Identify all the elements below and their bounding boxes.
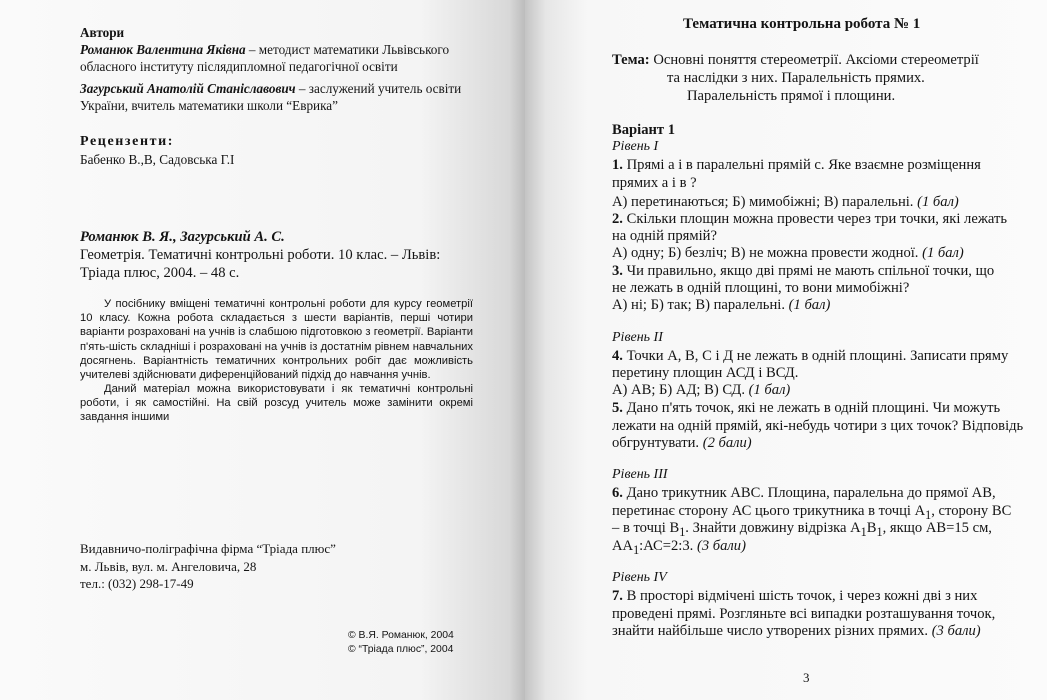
topic-line3: Паралельність прямої і площини.	[687, 88, 896, 104]
question-2-options: А) одну; Б) безліч; В) не можна провести жодної.	[612, 245, 919, 261]
question-4-line2: перетину площин АСД і ВСД.	[612, 365, 799, 381]
author2-line2: України, вчитель математики школи “Еврика”	[80, 98, 339, 113]
subscript-b1-segment: 1	[876, 524, 883, 539]
reviewers-heading: Рецензенти:	[80, 134, 175, 149]
subscript-aa1: 1	[633, 542, 640, 557]
question-2-score: (1 бал)	[922, 245, 964, 261]
question-2-number: 2.	[612, 211, 623, 227]
author2-name: Загурський Анатолій Станіславович	[80, 81, 296, 96]
question-6-text-4: АА	[612, 538, 634, 554]
question-7-line3	[612, 622, 981, 641]
question-5-text: Дано п'ять точок, які не лежать в одній площині. Чи можуть	[622, 400, 1001, 416]
question-6-text-2b: , сторону ВС	[931, 503, 1012, 519]
annotation-paragraph-2: Даний матеріал можна використовувати і як тематичні контрольні роботи, і як самостійні. На свій розсуд учитель може замінити окремі завдання іншими	[80, 383, 473, 424]
citation-line2: Тріада плюс, 2004. – 48 с.	[80, 265, 240, 281]
question-7-score: (3 бали)	[931, 623, 981, 639]
annotation-paragraph-1: У посібнику вміщені тематичні контрольні роботи для курсу геометрії 10 класу. Кожна робота складається з шести варіантів, перші чотири варіанти розраховані на учнів із слабшою підготовкою з геометрії. Варіанти п'ять-шість складніші і розраховані на учнів із достатнім рівнем навчальних досягнень. Варіантність тематичних контрольних робіт дає можливість учителеві здійснювати диференційований підхід до навчання учнів.	[80, 298, 473, 382]
question-4-number: 4.	[612, 348, 623, 364]
question-3-answers	[612, 296, 830, 315]
question-6-text-3d: , якщо АВ=15 см,	[882, 520, 992, 536]
reviewers-names: Бабенко В.,В, Садовська Г.І	[80, 152, 235, 167]
question-6-text-3: – в точці В	[612, 520, 680, 536]
question-7-text-end: знайти найбільше число утворених різних прямих.	[612, 623, 929, 639]
page-number: 3	[803, 670, 810, 685]
question-2-line1	[612, 210, 1007, 229]
variant-heading: Варіант 1	[612, 122, 676, 138]
topic-label: Тема:	[612, 52, 650, 68]
publisher-line3: тел.: (032) 298-17-49	[80, 576, 194, 591]
question-2-text: Скільки площин можна провести через три точки, які лежать	[622, 211, 1008, 227]
author1-line2: обласного інституту післядипломної педагогічної освіти	[80, 59, 398, 74]
right-page	[525, 0, 1047, 700]
question-6-text-2: перетинає сторону АС цього трикутника в точці А	[612, 503, 926, 519]
level-1-heading: Рівень I	[612, 139, 659, 154]
topic-line1	[612, 51, 979, 70]
author2-line1	[80, 80, 461, 97]
question-3-number: 3.	[612, 263, 623, 279]
author2-role: – заслужений учитель освіти	[295, 81, 462, 96]
question-3-text: Чи правильно, якщо дві прямі не мають спільної точки, що	[622, 263, 995, 279]
citation-authors: Романюк В. Я., Загурський А. С.	[80, 229, 285, 245]
question-7-line2: проведені прямі. Розгляньте всі випадки розташування точок,	[612, 606, 996, 622]
topic-text-1: Основні поняття стереометрії. Аксіоми стереометрії	[653, 52, 979, 68]
level-4-heading: Рівень IV	[612, 570, 667, 585]
question-3-options: А) ні; Б) так; В) паралельні.	[612, 297, 785, 313]
question-4-score: (1 бал)	[748, 382, 791, 398]
question-1-number: 1.	[612, 157, 623, 173]
copyright-author: © В.Я. Романюк, 2004	[348, 630, 454, 641]
question-1-text: Прямі а і в паралельні прямій с. Яке взаємне розміщення	[622, 157, 981, 173]
question-7-number: 7.	[612, 588, 623, 604]
question-6-number: 6.	[612, 485, 623, 501]
question-4-answers	[612, 381, 790, 400]
question-4-options: А) АВ; Б) АД; В) СД.	[612, 382, 745, 398]
authors-heading: Автори	[80, 25, 125, 40]
citation-line1: Геометрія. Тематичні контрольні роботи. 10 клас. – Львів:	[80, 247, 441, 263]
question-6-line4	[612, 537, 746, 560]
question-6-line1	[612, 484, 996, 503]
question-1-line1	[612, 156, 981, 175]
author1-role: – методист математики Львівського	[245, 42, 450, 57]
question-1-line2: прямих а і в ?	[612, 175, 697, 191]
question-5-text-end: обгрунтувати.	[612, 435, 700, 451]
question-4-line1	[612, 347, 1008, 366]
question-4-text: Точки А, В, С і Д не лежать в одній площині. Записати пряму	[622, 348, 1009, 364]
question-6-text-4b: :АС=2:3.	[639, 538, 694, 554]
question-1-options: А) перетинаються; Б) мимобіжні; В) паралельні.	[612, 194, 914, 210]
question-3-line1	[612, 262, 994, 281]
level-2-heading: Рівень II	[612, 330, 663, 345]
test-title: Тематична контрольна робота № 1	[683, 16, 921, 32]
subscript-a1-segment: 1	[860, 524, 867, 539]
question-2-line2: на одній прямій?	[612, 228, 717, 244]
question-7-text: В просторі відмічені шість точок, і через кожні дві з них	[622, 588, 978, 604]
question-1-answers	[612, 193, 959, 212]
question-5-number: 5.	[612, 400, 623, 416]
question-3-score: (1 бал)	[788, 297, 831, 313]
question-6-text-3b: . Знайти довжину відрізка А	[685, 520, 861, 536]
author1-name: Романюк Валентина Яківна	[80, 42, 246, 57]
level-3-heading: Рівень III	[612, 467, 668, 482]
question-6-text-3c: В	[866, 520, 877, 536]
author1-line1	[80, 41, 449, 58]
question-6-text: Дано трикутник АВС. Площина, паралельна до прямої АВ,	[622, 485, 996, 501]
question-5-line3	[612, 434, 752, 453]
question-5-score: (2 бали)	[702, 435, 752, 451]
publisher-line2: м. Львів, вул. м. Ангеловича, 28	[80, 559, 257, 574]
question-5-line2: лежати на одній прямій, які-небудь чотири з цих точок? Відповідь	[612, 418, 1024, 434]
subscript-a1: 1	[925, 507, 932, 522]
question-7-line1	[612, 587, 977, 606]
subscript-b1: 1	[679, 524, 686, 539]
question-2-answers	[612, 244, 964, 263]
question-1-score: (1 бал)	[917, 194, 959, 210]
question-6-score: (3 бали)	[696, 538, 746, 554]
copyright-publisher: © “Тріада плюс”, 2004	[348, 644, 454, 655]
question-5-line1	[612, 399, 1000, 418]
topic-line2: та наслідки з них. Паралельність прямих.	[667, 70, 925, 86]
publisher-line1: Видавничо-поліграфічна фірма “Тріада плюс”	[80, 541, 336, 556]
question-3-line2: не лежать в одній площині, то вони мимобіжні?	[612, 280, 910, 296]
